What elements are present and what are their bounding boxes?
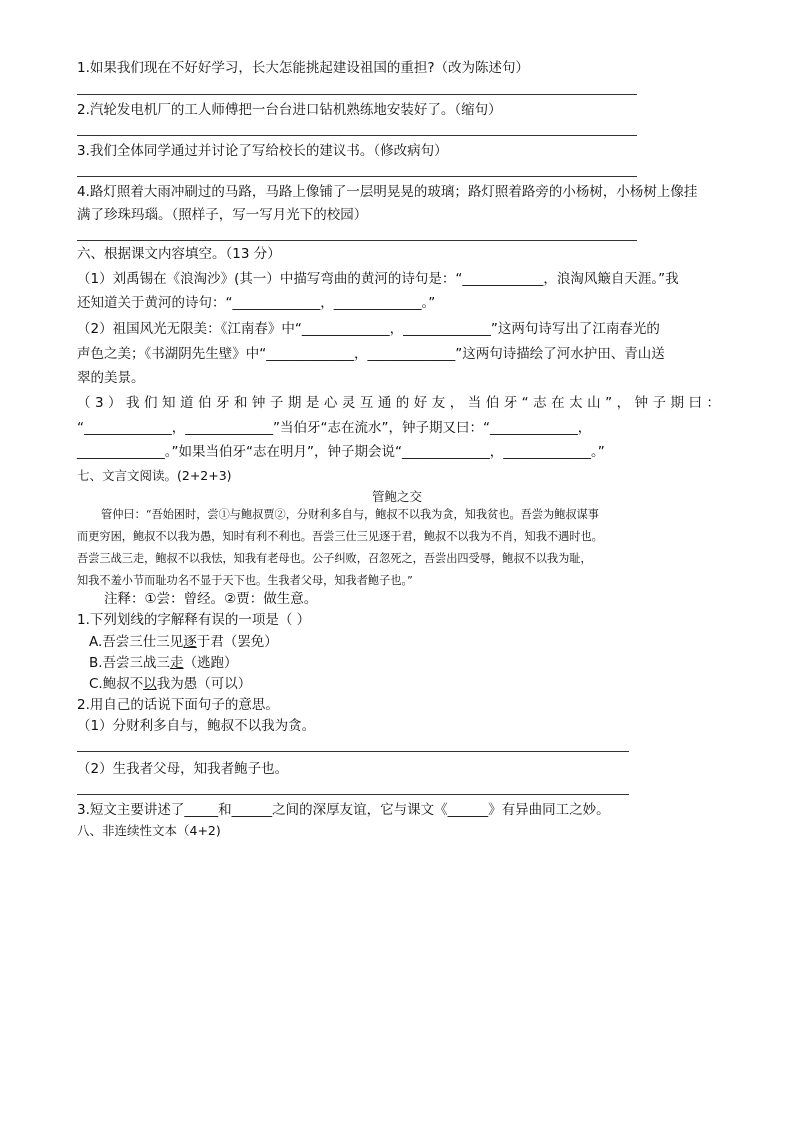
option-a-text-post: 于君（罢免） <box>196 634 278 650</box>
fill-3-line1: （3）我们知道伯牙和钟子期是心灵互通的好友，当伯牙“志在太山”，钟子期曰： <box>77 395 720 411</box>
option-a-text-pre: A.吾尝三仕三见 <box>89 634 184 650</box>
option-a <box>89 633 278 651</box>
question-translate: 2.用自己的话说下面句子的意思。 <box>77 697 279 713</box>
answer-line <box>77 751 629 752</box>
question-3: 3.我们全体同学通过并讨论了写给校长的建议书。（修改病句） <box>77 143 448 159</box>
section-8-title: 八、非连续性文本（4+2) <box>77 823 221 838</box>
fill-3-line3: _____________。”如果当伯牙“志在明月”，钟子期会说“_____________，_____________。” <box>77 444 605 460</box>
answer-line <box>77 176 637 177</box>
question-2: 2.汽轮发电机厂的工人师傅把一台台进口钻机熟练地安装好了。（缩句） <box>77 102 502 118</box>
translate-1: （1）分财利多自与，鲍叔不以我为贪。 <box>77 718 316 734</box>
mc-question: 1.下列划线的字解释有误的一项是（ ） <box>77 612 311 628</box>
fill-1-line1: （1）刘禹锡在《浪淘沙》(其一）中描写弯曲的黄河的诗句是：“____________，浪淘风簸自天涯。”我 <box>77 271 679 287</box>
fill-2-line1: （2）祖国风光无限美：《江南春》中“_____________，_____________”这两句诗写出了江南春光的 <box>77 321 660 337</box>
section-7-title: 七、文言文阅读。(2+2+3) <box>77 468 232 483</box>
option-b-text-post: （逃跑） <box>183 655 238 671</box>
passage-line: 知我不羞小节而耻功名不显于天下也。生我者父母，知我者鲍子也。” <box>77 574 413 587</box>
question-1: 1.如果我们现在不好好学习，长大怎能挑起建设祖国的重担?（改为陈述句） <box>77 60 530 76</box>
option-a-underlined: 逐 <box>183 634 197 650</box>
passage-line: 吾尝三战三走，鲍叔不以我怯，知我有老母也。公子纠败，召忽死之，吾尝出四受辱，鲍叔不以我为耻， <box>77 552 592 565</box>
option-c-underlined: 以 <box>143 676 157 692</box>
option-c <box>89 675 251 693</box>
passage-line: 而更穷困，鲍叔不以我为愚，知时有利不利也。吾尝三仕三见逐于君，鲍叔不以我为不肖，知我不遇时也。 <box>77 530 603 543</box>
option-b-text-pre: B.吾尝三战三 <box>89 655 171 671</box>
question-4-line2: 满了珍珠玛瑙。（照样子，写一写月光下的校园） <box>77 207 368 223</box>
passage-line: 管仲曰：“吾始困时，尝①与鲍叔贾②，分财利多自与，鲍叔不以我为贪，知我贫也。吾尝为鲍叔谋事 <box>101 508 599 521</box>
answer-line <box>77 135 637 136</box>
answer-line <box>77 240 637 241</box>
fill-2-line3: 翠的美景。 <box>77 370 145 386</box>
option-c-text-post: 我为愚（可以） <box>156 676 252 692</box>
option-b <box>89 654 238 672</box>
option-c-text-pre: C.鲍叔不 <box>89 676 144 692</box>
fill-1-line2: 还知道关于黄河的诗句：“_____________，_____________。” <box>77 295 436 311</box>
section-6-title: 六、根据课文内容填空。（13 分） <box>77 246 281 262</box>
passage-title: 管鲍之交 <box>371 489 422 504</box>
question-summary: 3.短文主要讲述了_____和______之间的深厚友谊，它与课文《______》有异曲同工之妙。 <box>77 802 610 818</box>
translate-2: （2）生我者父母，知我者鲍子也。 <box>77 761 289 777</box>
option-b-underlined: 走 <box>170 655 184 671</box>
passage <box>77 504 720 592</box>
fill-2-line2: 声色之美；《书湖阴先生壁》中“_____________，_____________”这两句诗描绘了河水护田、青山送 <box>77 346 665 362</box>
passage-note: 注释：①尝：曾经。②贾：做生意。 <box>104 591 318 607</box>
answer-line <box>77 94 637 95</box>
question-4-line1: 4.路灯照着大雨冲刷过的马路，马路上像铺了一层明晃晃的玻璃；路灯照着路旁的小杨树，小杨树上像挂 <box>77 184 698 200</box>
answer-line <box>77 794 629 795</box>
fill-3-line2: “_____________，_____________”当伯牙“志在流水”，钟子期又曰：“_____________， <box>77 420 592 436</box>
